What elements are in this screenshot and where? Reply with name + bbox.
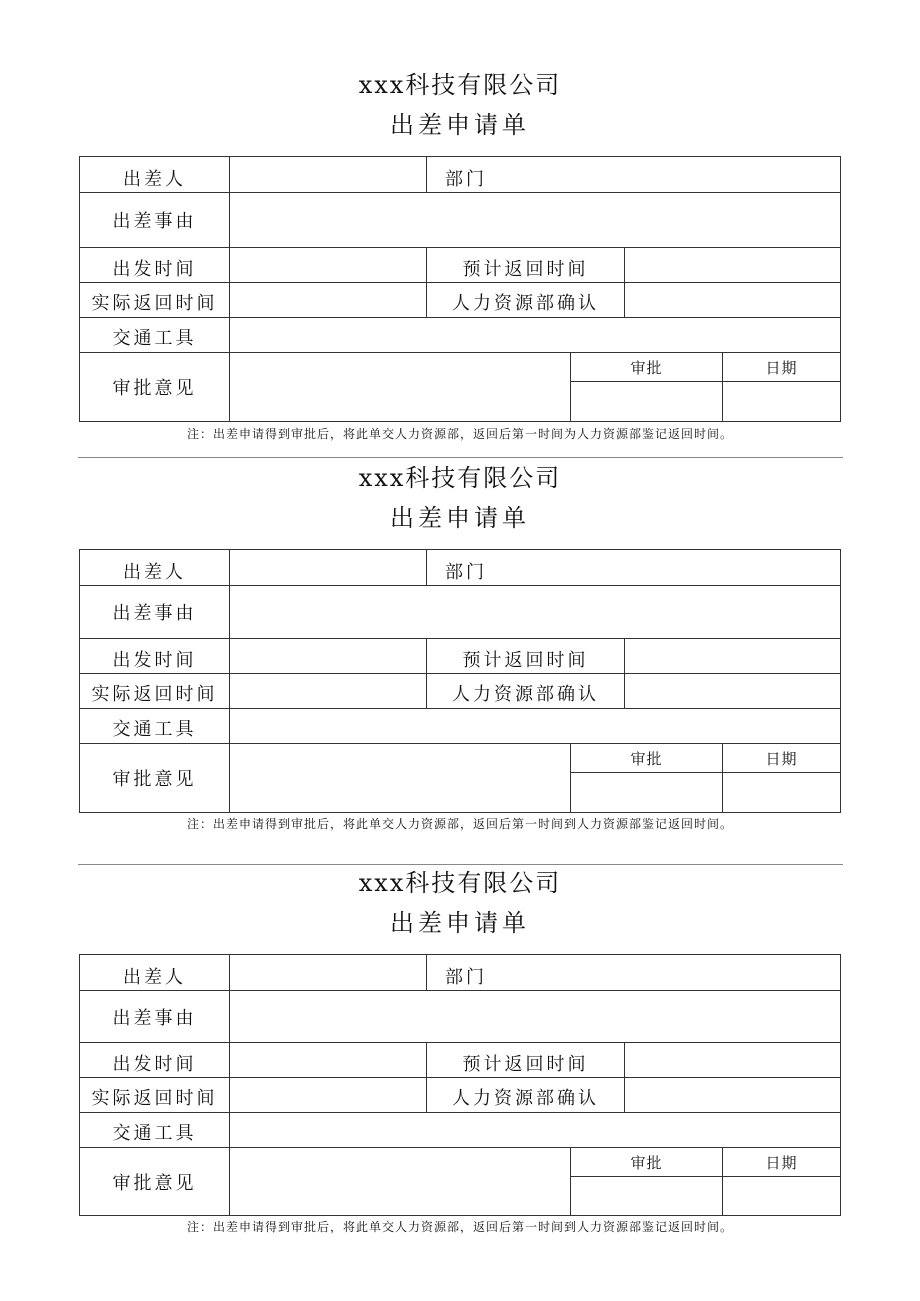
traveler-label: 出差人	[79, 156, 230, 193]
actual-return-field[interactable]	[229, 1077, 427, 1113]
approve-header: 审批	[570, 743, 723, 773]
depart-time-label: 出发时间	[79, 638, 230, 674]
actual-return-label: 实际返回时间	[79, 282, 230, 318]
expected-return-label: 预计返回时间	[426, 638, 625, 674]
department-label: 部门	[426, 954, 841, 991]
approval-opinion-label: 审批意见	[79, 1147, 230, 1216]
transport-label: 交通工具	[79, 708, 230, 744]
form-table	[79, 954, 841, 1216]
approve-date-field[interactable]	[722, 772, 841, 813]
reason-field[interactable]	[229, 990, 841, 1043]
form-title: 出差申请单	[390, 504, 530, 532]
traveler-field[interactable]	[229, 156, 427, 193]
traveler-label: 出差人	[79, 549, 230, 586]
transport-label: 交通工具	[79, 1112, 230, 1148]
date-header: 日期	[722, 743, 841, 773]
company-name: xxx科技有限公司	[358, 869, 562, 897]
reason-field[interactable]	[229, 192, 841, 248]
hr-confirm-label: 人力资源部确认	[426, 673, 625, 709]
transport-field[interactable]	[229, 1112, 841, 1148]
form-title: 出差申请单	[390, 909, 530, 937]
actual-return-label: 实际返回时间	[79, 1077, 230, 1113]
actual-return-field[interactable]	[229, 673, 427, 709]
reason-label: 出差事由	[79, 585, 230, 639]
form-note: 注：出差申请得到审批后，将此单交人力资源部，返回后第一时间为人力资源部鉴记返回时间。	[186, 427, 733, 441]
approve-signature-field[interactable]	[570, 1176, 723, 1216]
reason-label: 出差事由	[79, 192, 230, 248]
expected-return-field[interactable]	[624, 638, 841, 674]
expected-return-field[interactable]	[624, 247, 841, 283]
approve-header: 审批	[570, 352, 723, 382]
approval-opinion-label: 审批意见	[79, 743, 230, 813]
depart-time-field[interactable]	[229, 1042, 427, 1078]
cut-line-2	[78, 864, 843, 865]
depart-time-label: 出发时间	[79, 1042, 230, 1078]
date-header: 日期	[722, 352, 841, 382]
depart-time-label: 出发时间	[79, 247, 230, 283]
transport-field[interactable]	[229, 708, 841, 744]
approval-opinion-field[interactable]	[229, 352, 571, 422]
cut-line-1	[78, 457, 843, 458]
form-table	[79, 156, 841, 422]
department-label: 部门	[426, 549, 841, 586]
hr-confirm-label: 人力资源部确认	[426, 1077, 625, 1113]
hr-confirm-field[interactable]	[624, 1077, 841, 1113]
approve-signature-field[interactable]	[570, 381, 723, 422]
form-note: 注：出差申请得到审批后，将此单交人力资源部，返回后第一时间到人力资源部鉴记返回时间。	[186, 817, 733, 831]
approve-signature-field[interactable]	[570, 772, 723, 813]
form-table	[79, 549, 841, 813]
reason-label: 出差事由	[79, 990, 230, 1043]
form-title: 出差申请单	[390, 111, 530, 139]
company-name: xxx科技有限公司	[358, 71, 562, 99]
expected-return-field[interactable]	[624, 1042, 841, 1078]
company-name: xxx科技有限公司	[358, 464, 562, 492]
approve-date-field[interactable]	[722, 1176, 841, 1216]
approval-opinion-field[interactable]	[229, 1147, 571, 1216]
depart-time-field[interactable]	[229, 638, 427, 674]
expected-return-label: 预计返回时间	[426, 247, 625, 283]
hr-confirm-field[interactable]	[624, 282, 841, 318]
depart-time-field[interactable]	[229, 247, 427, 283]
actual-return-field[interactable]	[229, 282, 427, 318]
traveler-field[interactable]	[229, 954, 427, 991]
approval-opinion-label: 审批意见	[79, 352, 230, 422]
traveler-field[interactable]	[229, 549, 427, 586]
expected-return-label: 预计返回时间	[426, 1042, 625, 1078]
date-header: 日期	[722, 1147, 841, 1177]
approve-date-field[interactable]	[722, 381, 841, 422]
form-note: 注：出差申请得到审批后，将此单交人力资源部，返回后第一时间到人力资源部鉴记返回时间。	[186, 1220, 733, 1234]
transport-label: 交通工具	[79, 317, 230, 353]
traveler-label: 出差人	[79, 954, 230, 991]
reason-field[interactable]	[229, 585, 841, 639]
transport-field[interactable]	[229, 317, 841, 353]
hr-confirm-field[interactable]	[624, 673, 841, 709]
approval-opinion-field[interactable]	[229, 743, 571, 813]
approve-header: 审批	[570, 1147, 723, 1177]
hr-confirm-label: 人力资源部确认	[426, 282, 625, 318]
department-label: 部门	[426, 156, 841, 193]
actual-return-label: 实际返回时间	[79, 673, 230, 709]
